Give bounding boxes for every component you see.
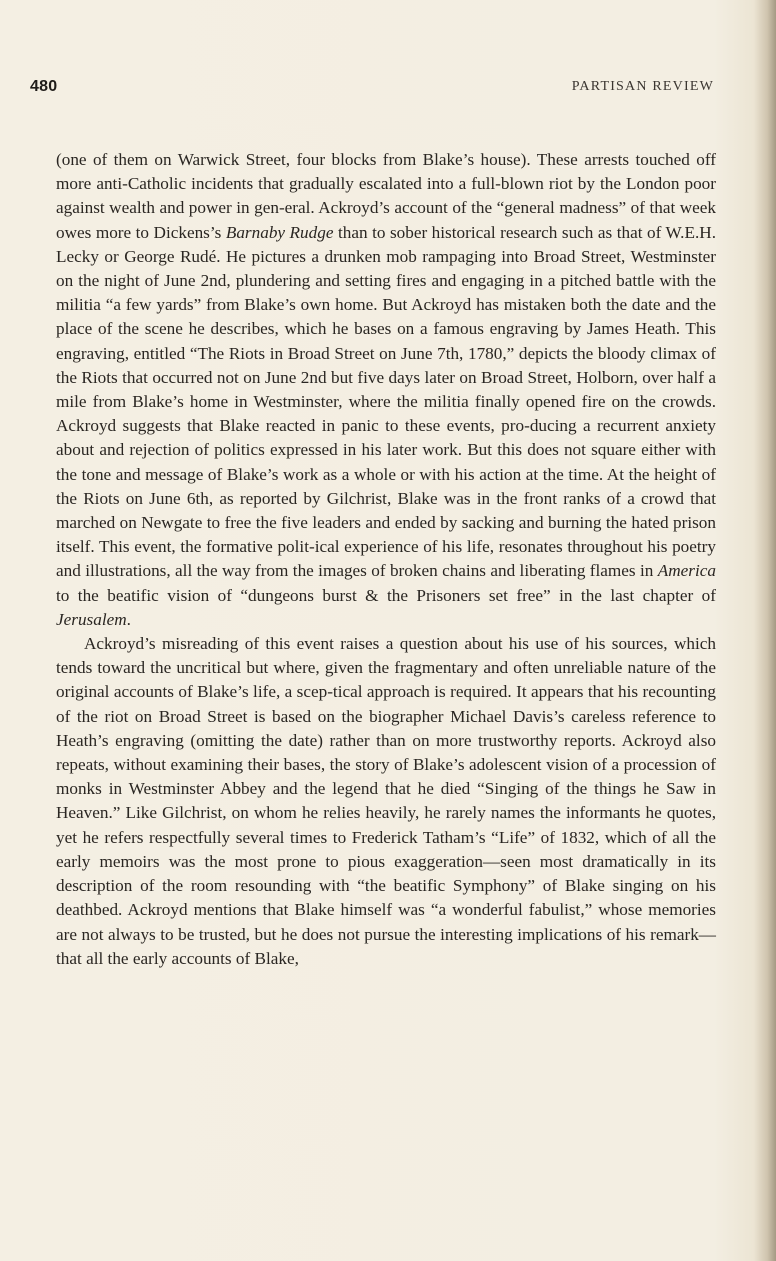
text-run: to the beatific vision of “dungeons burst & the Prisoners set free” in the last chapter of <box>56 585 716 605</box>
title-america: America <box>657 561 716 581</box>
page-number: 480 <box>30 78 58 95</box>
text-run: Ackroyd’s misreading of this event raises a question about his use of his sources, which tends toward the uncritical but where, given the fragmentary and often unreliable nature of the original accounts of Blake’s life, a scep-tical approach is required. It appears that his recounting of the riot on Broad Street is based on the biographer Michael Davis’s careless reference to Heath’s engraving (omitting the date) rather than on more trustworthy reports. Ackroyd also repeats, without examining their bases, the story of Blake’s adolescent vision of a procession of monks in Westminster Abbey and the legend that he died “Singing of the things he Saw in Heaven.” Like Gilchrist, on whom he relies heavily, he rarely names the informants he quotes, yet he refers respectfully several times to Frederick Tatham’s “Life” of 1832, which of all the early memoirs was the most prone to pious exaggeration—seen most dramatically in its description of the room resounding with “the beatific Symphony” of Blake singing on his deathbed. Ackroyd mentions that Blake himself was “a wonderful fabulist,” whose memories are not always to be trusted, but he does not pursue the interesting implications of his remark—that all the early accounts of Blake, <box>56 634 716 968</box>
text-run: (one of them on Warwick Street, four blocks from Blake’s house). These arrests touched off more anti-Catholic incidents that gradually escalated into a full-blown riot by the London poor against wealth and power in gen-eral. Ackroyd’s account of the “general madness” of that week owes more to Dickens’s <box>56 150 716 242</box>
page-header <box>30 78 714 100</box>
running-head: PARTISAN REVIEW <box>571 79 714 94</box>
binding-shadow <box>754 0 776 1261</box>
title-barnaby-rudge: Barnaby Rudge <box>225 222 334 242</box>
paragraph-2 <box>56 632 716 971</box>
text-run: than to sober historical research such as that of W.E.H. Lecky or George Rudé. He pictures a drunken mob rampaging into Broad Street, Westminster on the night of June 2nd, plundering and setting fires and engaging in a pitched battle with the militia “a few yards” from Blake’s own home. But Ackroyd has mistaken both the date and the place of the scene he describes, which he bases on a famous engraving by James Heath. This engraving, entitled “The Riots in Broad Street on June 7th, 1780,” depicts the bloody climax of the Riots that occurred not on June 2nd but five days later on Broad Street, Holborn, over half a mile from Blake’s home in Westminster, where the militia finally opened fire on the crowds. Ackroyd suggests that Blake reacted in panic to these events, pro-ducing a recurrent anxiety about and rejection of politics expressed in his later work. But this does not square either with the tone and message of Blake’s work as a whole or with his action at the time. At the height of the Riots on June 6th, as reported by Gilchrist, Blake was in the front ranks of a crowd that marched on Newgate to free the five leaders and ended by sacking and burning the hated prison itself. This event, the formative polit-ical experience of his life, resonates throughout his poetry and illustrations, all the way from the images of broken chains and liberating flames in <box>56 222 716 581</box>
title-jerusalem: Jerusalem <box>56 609 127 629</box>
body-text <box>56 148 716 971</box>
paragraph-1 <box>56 148 716 632</box>
text-run: . <box>126 609 131 629</box>
